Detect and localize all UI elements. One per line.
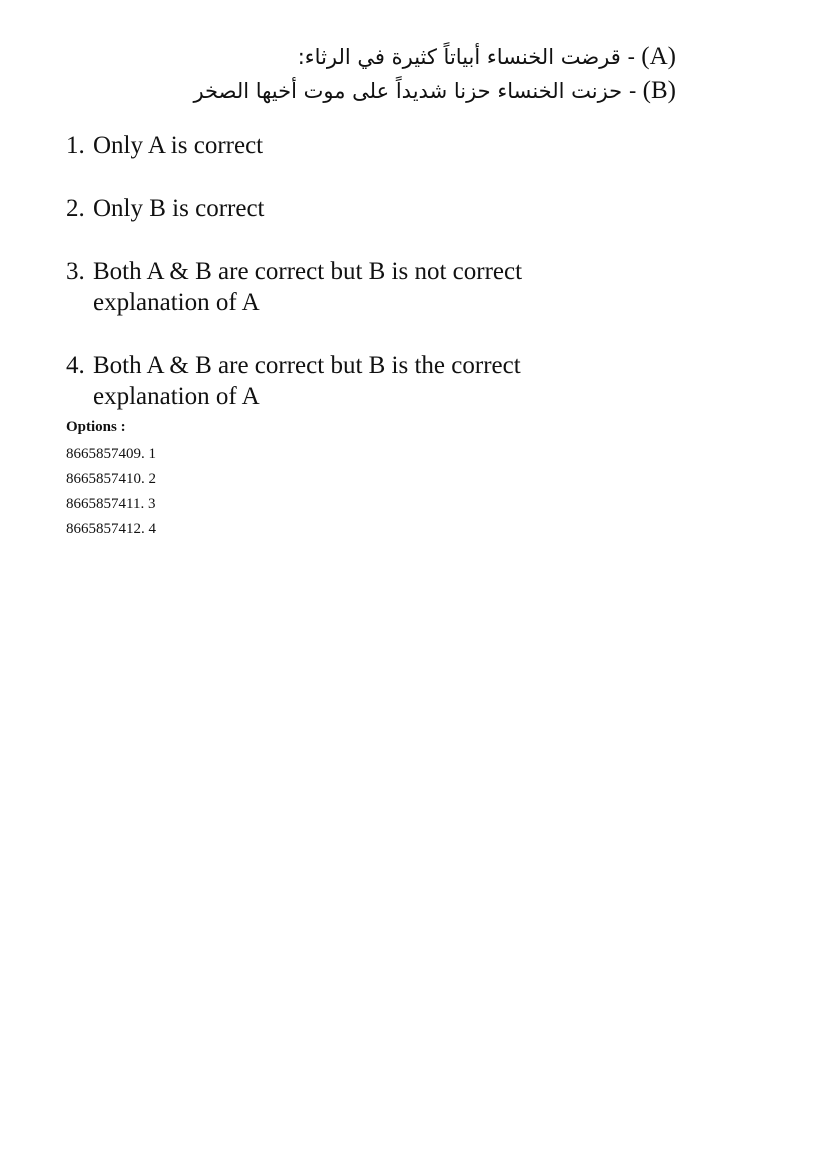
choice-1 [66,130,626,161]
statement-text: - قرضت الخنساء أبياتاً كثيرة في الرثاء: [297,45,636,69]
choice-text: Only A is correct [93,132,264,159]
option-value: 1 [148,446,156,462]
answer-choices [66,130,626,444]
option-id: 8665857411. [66,496,145,512]
option-row [66,442,156,467]
choice-2 [66,193,626,224]
choice-4 [66,350,626,412]
statement-text: - حزنت الخنساء حزنا شديداً على موت أخيها الصخر [193,79,637,103]
option-row [66,492,156,517]
options-list [66,417,156,542]
option-row [66,517,156,542]
statements-block [116,40,676,108]
choice-number: 2. [66,195,85,222]
choice-text: Only B is correct [93,195,265,222]
choice-number: 4. [66,352,85,379]
choice-text: Both A & B are correct but B is not correct explanation of A [93,258,523,316]
option-id: 8665857409. [66,446,145,462]
choice-3 [66,256,626,318]
statement-label: (A) [641,43,676,70]
options-label: Options : [66,419,126,435]
choice-number: 3. [66,258,85,285]
choice-text: Both A & B are correct but B is the correct explanation of A [93,352,521,410]
statement-b [116,74,676,108]
option-value: 4 [148,521,156,537]
option-row [66,467,156,492]
statement-a [116,40,676,74]
option-id: 8665857412. [66,521,145,537]
choice-number: 1. [66,132,85,159]
option-id: 8665857410. [66,471,145,487]
option-value: 2 [148,471,156,487]
statement-label: (B) [642,77,676,104]
option-value: 3 [147,496,156,512]
